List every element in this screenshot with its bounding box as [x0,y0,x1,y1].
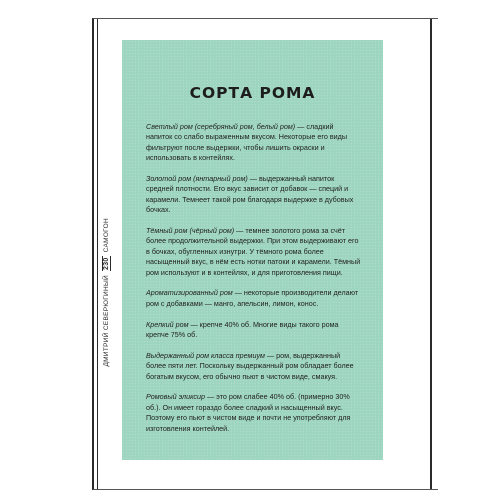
entry-text: — темнее золотого рома за счёт более продолжительной выдержки. При этом выдерживают его в бочках, обугленных изнутри. У тёмного рома более насыщенный вкус, в нём есть нотки патоки и карамели. Тёмный ром используют и в контейлях, и для приготовления пищи. [146,226,361,277]
entry-light-rum [146,122,361,164]
entry-term: Тёмный ром (чёрный ром) [146,226,235,236]
card-title: СОРТА РОМА [189,84,316,102]
spine-author: ДМИТРИЙ СЕВЕРЮГИНЫЙ [102,274,110,367]
page-number: 230 [102,257,110,270]
entry-term: Светлый ром (серебряный ром, белый ром) [146,122,296,131]
page-right-edge [430,19,438,489]
entry-premium-rum [146,351,361,382]
entry-text: — это ром слабее 40% об. (примерно 30% об.). Он имеет гораздо более сладкий и насыщенный вкус. Поэтому его пьют в чистом виде и почти не употребляют для изготовления контейлей. [146,392,351,433]
spine-section: САМОГОН [102,218,110,253]
entry-rum-elixir [146,392,361,434]
rum-varieties-card [122,40,383,460]
entry-term: Выдержанный ром класса премиум [146,350,265,360]
entry-text: — сладкий напиток со слабо выраженным вкусом. Некоторые его виды фильтруют после выдержки, чтобы лишить окраски и использовать в контейлях. [146,122,348,163]
spine-text [97,218,115,438]
card-body [146,122,361,444]
page-spine [96,218,116,438]
entry-term: Золотой ром (янтарный ром) [146,174,248,184]
entry-text: — некоторые производители делают ром с добавками — манго, апельсин, лимон, конос. [146,288,359,308]
entry-term: Ромовый эликсир [146,392,205,402]
entry-term: Ароматизированный ром [146,288,233,298]
entry-dark-rum [146,226,361,278]
entry-strong-rum [146,320,361,341]
entry-text: — крепче 40% об. Многие виды такого рома крепче 75% об. [146,319,339,340]
entry-term: Крепкий ром [146,319,189,329]
entry-text: — ром, выдержанный более пяти лет. Поскольку выдержанный ром обладает более богатым вкусом, его обычно пьют в чистом виде, смакуя. [146,350,354,381]
entry-flavored-rum [146,288,361,309]
entry-text: — выдержанный напиток средней плотности. Его вкус зависит от добавок — специй и карамели. Темнеет такой ром благодаря выдержке в дубовых бочках. [146,174,354,215]
entry-gold-rum [146,174,361,216]
